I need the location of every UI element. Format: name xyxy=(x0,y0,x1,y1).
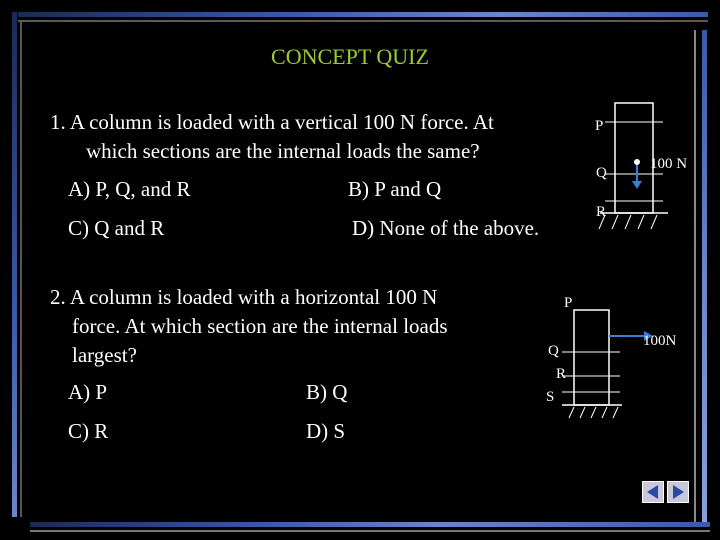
question-2-option-d: D) S xyxy=(306,419,346,443)
question-1-option-a: A) P, Q, and R xyxy=(68,177,191,201)
question-1-option-b: B) P and Q xyxy=(348,177,442,201)
fig1-label-p: P xyxy=(595,118,604,134)
question-2-line-2: force. At which section are the internal loads xyxy=(72,314,448,338)
slide-title: CONCEPT QUIZ xyxy=(271,44,429,69)
question-1-line-2: which sections are the internal loads the same? xyxy=(86,139,480,163)
fig2-force-label: 100N xyxy=(643,333,677,349)
fig2-label-p: P xyxy=(564,295,573,311)
question-2-line-3: largest? xyxy=(72,343,137,367)
triangle-right-icon xyxy=(668,482,688,502)
fig1-label-q: Q xyxy=(596,165,607,181)
fig2-label-r: R xyxy=(556,366,567,382)
question-2-option-a: A) P xyxy=(68,380,108,404)
question-1-option-d: D) None of the above. xyxy=(352,216,540,240)
question-2-line-1: 2. A column is loaded with a horizontal 100 N xyxy=(50,285,438,309)
fig1-label-r: R xyxy=(596,204,607,220)
question-2-option-b: B) Q xyxy=(306,380,348,404)
fig1-force-label: 100 N xyxy=(650,156,688,172)
fig2-label-s: S xyxy=(546,389,555,405)
previous-slide-button[interactable] xyxy=(642,481,664,503)
question-2-option-c: C) R xyxy=(68,419,109,443)
fig2-label-q: Q xyxy=(548,343,559,359)
column-2-outline xyxy=(574,310,609,405)
question-1-option-c: C) Q and R xyxy=(68,216,165,240)
triangle-left-icon xyxy=(643,482,663,502)
question-1-line-1: 1. A column is loaded with a vertical 100 N force. At xyxy=(50,110,494,134)
next-slide-button[interactable] xyxy=(667,481,689,503)
ground-2-hatch xyxy=(569,407,618,418)
